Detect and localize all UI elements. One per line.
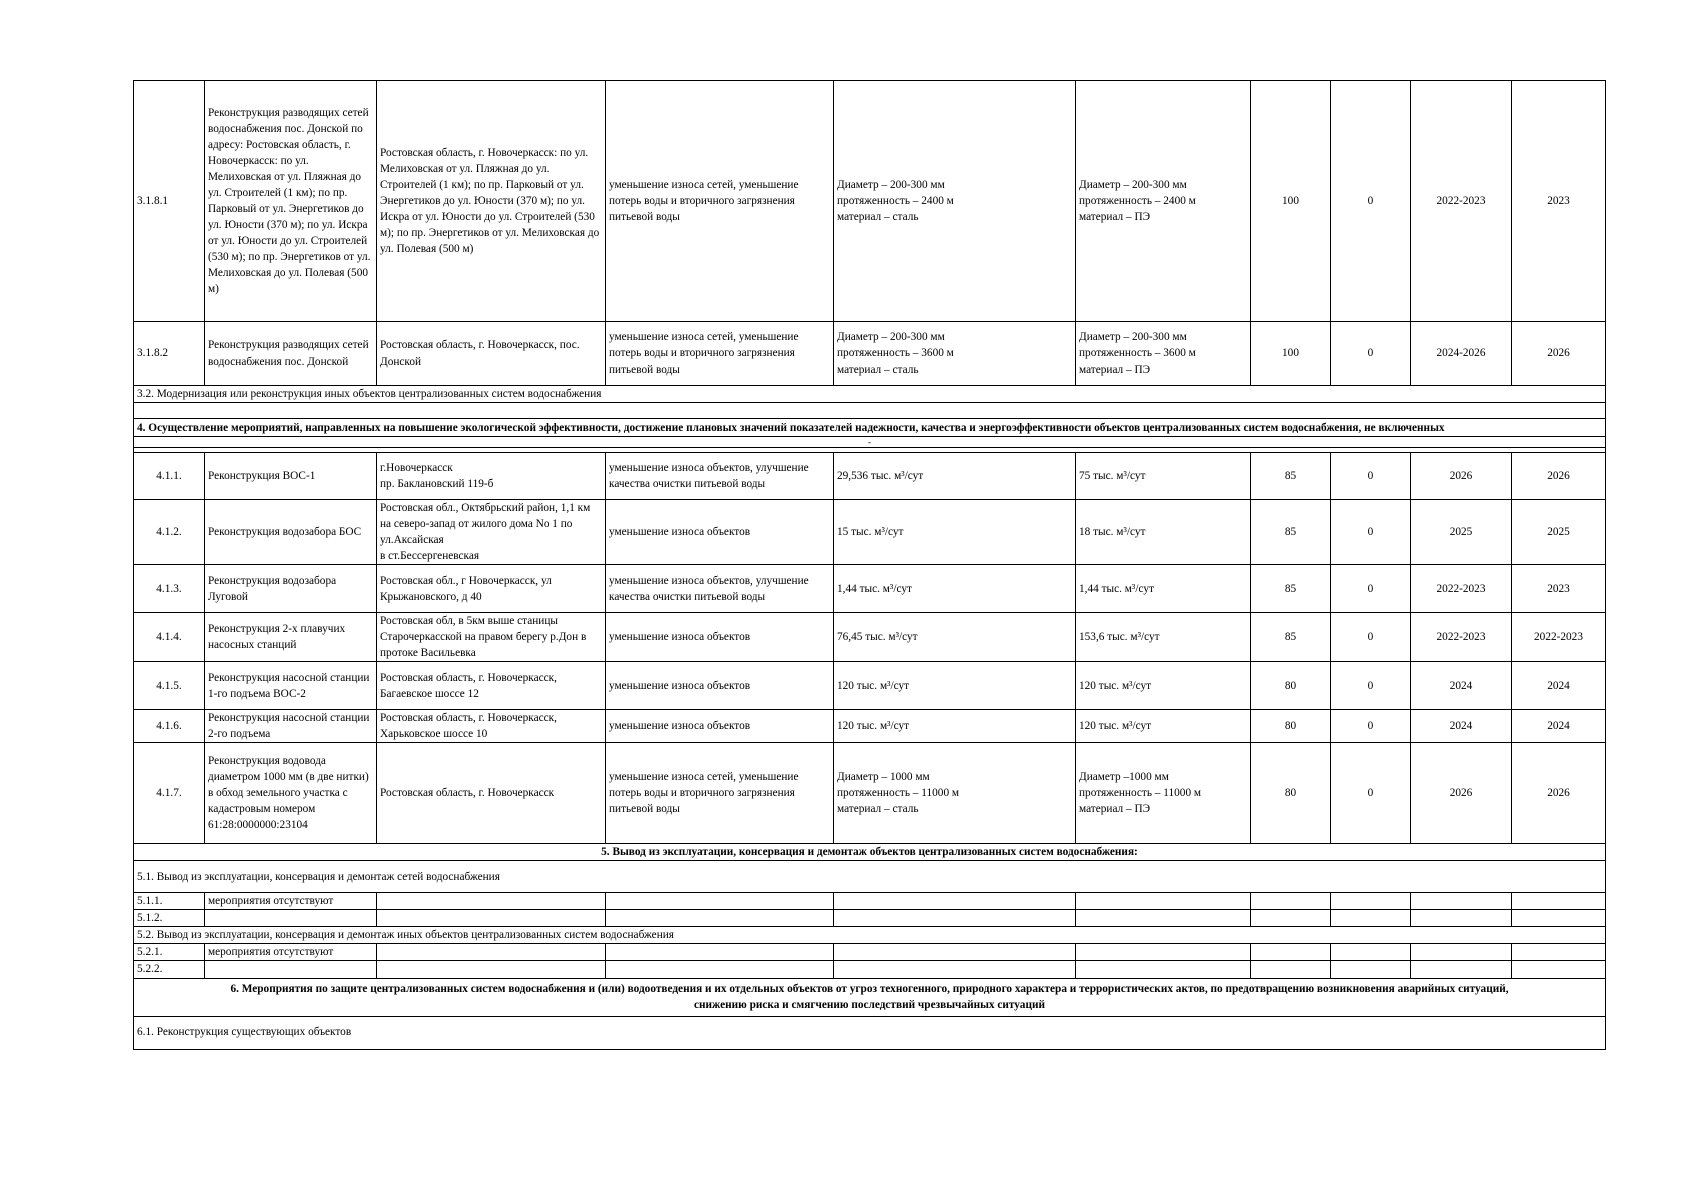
section-4-dash: - <box>134 437 1606 448</box>
measure-address: г.Новочеркасск пр. Баклановский 119-б <box>377 453 606 500</box>
params-after: 153,6 тыс. м³/сут <box>1076 613 1251 662</box>
measure-goal: уменьшение износа объектов, улучшение качества очистки питьевой воды <box>606 565 834 613</box>
completion-year: 2024 <box>1512 662 1606 710</box>
measure-goal: уменьшение износа сетей, уменьшение потерь воды и вторичного загрязнения питьевой воды <box>606 322 834 386</box>
period: 2022-2023 <box>1411 565 1512 613</box>
params-before: 15 тыс. м³/сут <box>834 500 1076 565</box>
table-row <box>134 453 1606 500</box>
measure-address: Ростовская область, г. Новочеркасск, пос. Донской <box>377 322 606 386</box>
completion-year: 2026 <box>1512 743 1606 844</box>
params-before: 1,44 тыс. м³/сут <box>834 565 1076 613</box>
table-row <box>134 565 1606 613</box>
completion-year: 2023 <box>1512 81 1606 322</box>
measure-name: Реконструкция водозабора БОС <box>205 500 377 565</box>
measure-address: Ростовская область, г. Новочеркасск, Харьковское шоссе 10 <box>377 710 606 743</box>
params-before: 29,536 тыс. м³/сут <box>834 453 1076 500</box>
row-number: 4.1.4. <box>134 613 205 662</box>
period: 2024 <box>1411 662 1512 710</box>
params-before: Диаметр – 200-300 мм протяженность – 3600 м материал – сталь <box>834 322 1076 386</box>
table-row <box>134 743 1606 844</box>
value-2: 0 <box>1331 322 1411 386</box>
value-1: 85 <box>1251 613 1331 662</box>
value-1: 80 <box>1251 743 1331 844</box>
measure-goal: уменьшение износа объектов <box>606 613 834 662</box>
measure-name: мероприятия отсутствуют <box>205 944 377 961</box>
params-after: 18 тыс. м³/сут <box>1076 500 1251 565</box>
measure-address: Ростовская область, г. Новочеркасск: по ул. Мелиховская от ул. Пляжная до ул. Строителей (1 км); по пр. Парковый от ул. Энергетиков до ул. Юности (370 м); по ул. Искра от ул. Юности до ул. Строителей (530 м); по пр. Энергетиков от ул. Мелиховская до ул. Полевая (500 м) <box>377 81 606 322</box>
params-after: 120 тыс. м³/сут <box>1076 662 1251 710</box>
params-after: 75 тыс. м³/сут <box>1076 453 1251 500</box>
value-2: 0 <box>1331 81 1411 322</box>
measure-address: Ростовская обл., Октябрьский район, 1,1 км на северо-запад от жилого дома No 1 по ул.Аксайская в ст.Бессергеневская <box>377 500 606 565</box>
section-5-2-heading: 5.2. Вывод из эксплуатации, консервация и демонтаж иных объектов централизованных систем водоснабжения <box>134 927 1606 944</box>
measure-address: Ростовская обл., г Новочеркасск, ул Крыжановского, д 40 <box>377 565 606 613</box>
value-2: 0 <box>1331 613 1411 662</box>
value-1: 100 <box>1251 81 1331 322</box>
table-row <box>134 893 1606 910</box>
measure-name: Реконструкция разводящих сетей водоснабжения пос. Донской <box>205 322 377 386</box>
table-row <box>134 961 1606 978</box>
value-1: 85 <box>1251 453 1331 500</box>
measure-name: Реконструкция водовода диаметром 1000 мм (в две нитки) в обход земельного участка с кадастровым номером 61:28:0000000:23104 <box>205 743 377 844</box>
measure-goal: уменьшение износа объектов <box>606 662 834 710</box>
measure-name: Реконструкция водозабора Луговой <box>205 565 377 613</box>
table-row <box>134 322 1606 386</box>
value-1: 85 <box>1251 500 1331 565</box>
table-row <box>134 613 1606 662</box>
row-number: 3.1.8.2 <box>134 322 205 386</box>
measure-name: Реконструкция насосной станции 1-го подъема ВОС-2 <box>205 662 377 710</box>
params-before: 120 тыс. м³/сут <box>834 710 1076 743</box>
measure-goal: уменьшение износа сетей, уменьшение потерь воды и вторичного загрязнения питьевой воды <box>606 743 834 844</box>
period: 2026 <box>1411 743 1512 844</box>
section-6-heading: 6. Мероприятия по защите централизованных систем водоснабжения и (или) водоотведения и их отдельных объектов от угроз техногенного, природного характера и террористических актов, по предотвращению возникновения аварийных ситуаций, снижению риска и смягчению последствий чрезвычайных ситуаций <box>134 978 1606 1016</box>
value-2: 0 <box>1331 743 1411 844</box>
measures-table <box>133 80 1606 1050</box>
measure-name: Реконструкция разводящих сетей водоснабжения пос. Донской по адресу: Ростовская область, г. Новочеркасск: по ул. Мелиховская от ул. Пляжная до ул. Строителей (1 км); по пр. Парковый от ул. Энергетиков до ул. Юности (370 м); по ул. Искра от ул. Юности до ул. Строителей (530 м); по пр. Энергетиков от ул. Мелиховская до ул. Полевая (500 м) <box>205 81 377 322</box>
params-before: 120 тыс. м³/сут <box>834 662 1076 710</box>
row-number: 4.1.2. <box>134 500 205 565</box>
table-row <box>134 81 1606 322</box>
row-number: 5.2.1. <box>134 944 205 961</box>
row-number: 5.1.2. <box>134 910 205 927</box>
table-row <box>134 944 1606 961</box>
measure-goal: уменьшение износа объектов <box>606 710 834 743</box>
measure-name <box>205 961 377 978</box>
table-row <box>134 662 1606 710</box>
value-2: 0 <box>1331 710 1411 743</box>
period: 2024-2026 <box>1411 322 1512 386</box>
value-1: 100 <box>1251 322 1331 386</box>
measure-name: мероприятия отсутствуют <box>205 893 377 910</box>
row-number: 3.1.8.1 <box>134 81 205 322</box>
completion-year: 2026 <box>1512 453 1606 500</box>
period: 2025 <box>1411 500 1512 565</box>
completion-year: 2026 <box>1512 322 1606 386</box>
params-after: 1,44 тыс. м³/сут <box>1076 565 1251 613</box>
params-after: Диаметр – 200-300 мм протяженность – 2400 м материал – ПЭ <box>1076 81 1251 322</box>
params-before: Диаметр – 1000 мм протяженность – 11000 м материал – сталь <box>834 743 1076 844</box>
measure-goal: уменьшение износа сетей, уменьшение потерь воды и вторичного загрязнения питьевой воды <box>606 81 834 322</box>
measure-name <box>205 910 377 927</box>
value-2: 0 <box>1331 662 1411 710</box>
value-2: 0 <box>1331 565 1411 613</box>
period: 2022-2023 <box>1411 613 1512 662</box>
spacer-row <box>134 403 1606 419</box>
value-2: 0 <box>1331 453 1411 500</box>
period: 2024 <box>1411 710 1512 743</box>
value-1: 80 <box>1251 662 1331 710</box>
measure-address: Ростовская обл, в 5км выше станицы Старочеркасской на правом берегу р.Дон в протоке Васильевка <box>377 613 606 662</box>
row-number: 4.1.6. <box>134 710 205 743</box>
table-row <box>134 910 1606 927</box>
period: 2026 <box>1411 453 1512 500</box>
section-4-heading: 4. Осуществление мероприятий, направленных на повышение экологической эффективности, достижение плановых значений показателей надежности, качества и энергоэффективности объектов централизованных систем водоснабжения, не включенных <box>134 419 1606 437</box>
row-number: 4.1.1. <box>134 453 205 500</box>
value-1: 80 <box>1251 710 1331 743</box>
measure-goal: уменьшение износа объектов <box>606 500 834 565</box>
row-number: 4.1.7. <box>134 743 205 844</box>
table-row <box>134 710 1606 743</box>
section-5-heading: 5. Вывод из эксплуатации, консервация и демонтаж объектов централизованных систем водоснабжения: <box>134 844 1606 861</box>
section-5-1-heading: 5.1. Вывод из эксплуатации, консервация и демонтаж сетей водоснабжения <box>134 861 1606 893</box>
table-row <box>134 500 1606 565</box>
measure-address: Ростовская область, г. Новочеркасск <box>377 743 606 844</box>
row-number: 5.2.2. <box>134 961 205 978</box>
measure-name: Реконструкция ВОС-1 <box>205 453 377 500</box>
row-number: 4.1.5. <box>134 662 205 710</box>
section-6-1-heading: 6.1. Реконструкция существующих объектов <box>134 1016 1606 1049</box>
value-1: 85 <box>1251 565 1331 613</box>
period: 2022-2023 <box>1411 81 1512 322</box>
section-3-2-heading: 3.2. Модернизация или реконструкция иных объектов централизованных систем водоснабжения <box>134 386 1606 403</box>
measure-address: Ростовская область, г. Новочеркасск, Багаевское шоссе 12 <box>377 662 606 710</box>
measure-name: Реконструкция 2-х плавучих насосных станций <box>205 613 377 662</box>
measure-goal: уменьшение износа объектов, улучшение качества очистки питьевой воды <box>606 453 834 500</box>
params-after: Диаметр –1000 мм протяженность – 11000 м материал – ПЭ <box>1076 743 1251 844</box>
value-2: 0 <box>1331 500 1411 565</box>
completion-year: 2022-2023 <box>1512 613 1606 662</box>
params-after: 120 тыс. м³/сут <box>1076 710 1251 743</box>
completion-year: 2024 <box>1512 710 1606 743</box>
completion-year: 2025 <box>1512 500 1606 565</box>
params-after: Диаметр – 200-300 мм протяженность – 3600 м материал – ПЭ <box>1076 322 1251 386</box>
measure-name: Реконструкция насосной станции 2-го подъема <box>205 710 377 743</box>
params-before: 76,45 тыс. м³/сут <box>834 613 1076 662</box>
row-number: 4.1.3. <box>134 565 205 613</box>
params-before: Диаметр – 200-300 мм протяженность – 2400 м материал – сталь <box>834 81 1076 322</box>
row-number: 5.1.1. <box>134 893 205 910</box>
completion-year: 2023 <box>1512 565 1606 613</box>
